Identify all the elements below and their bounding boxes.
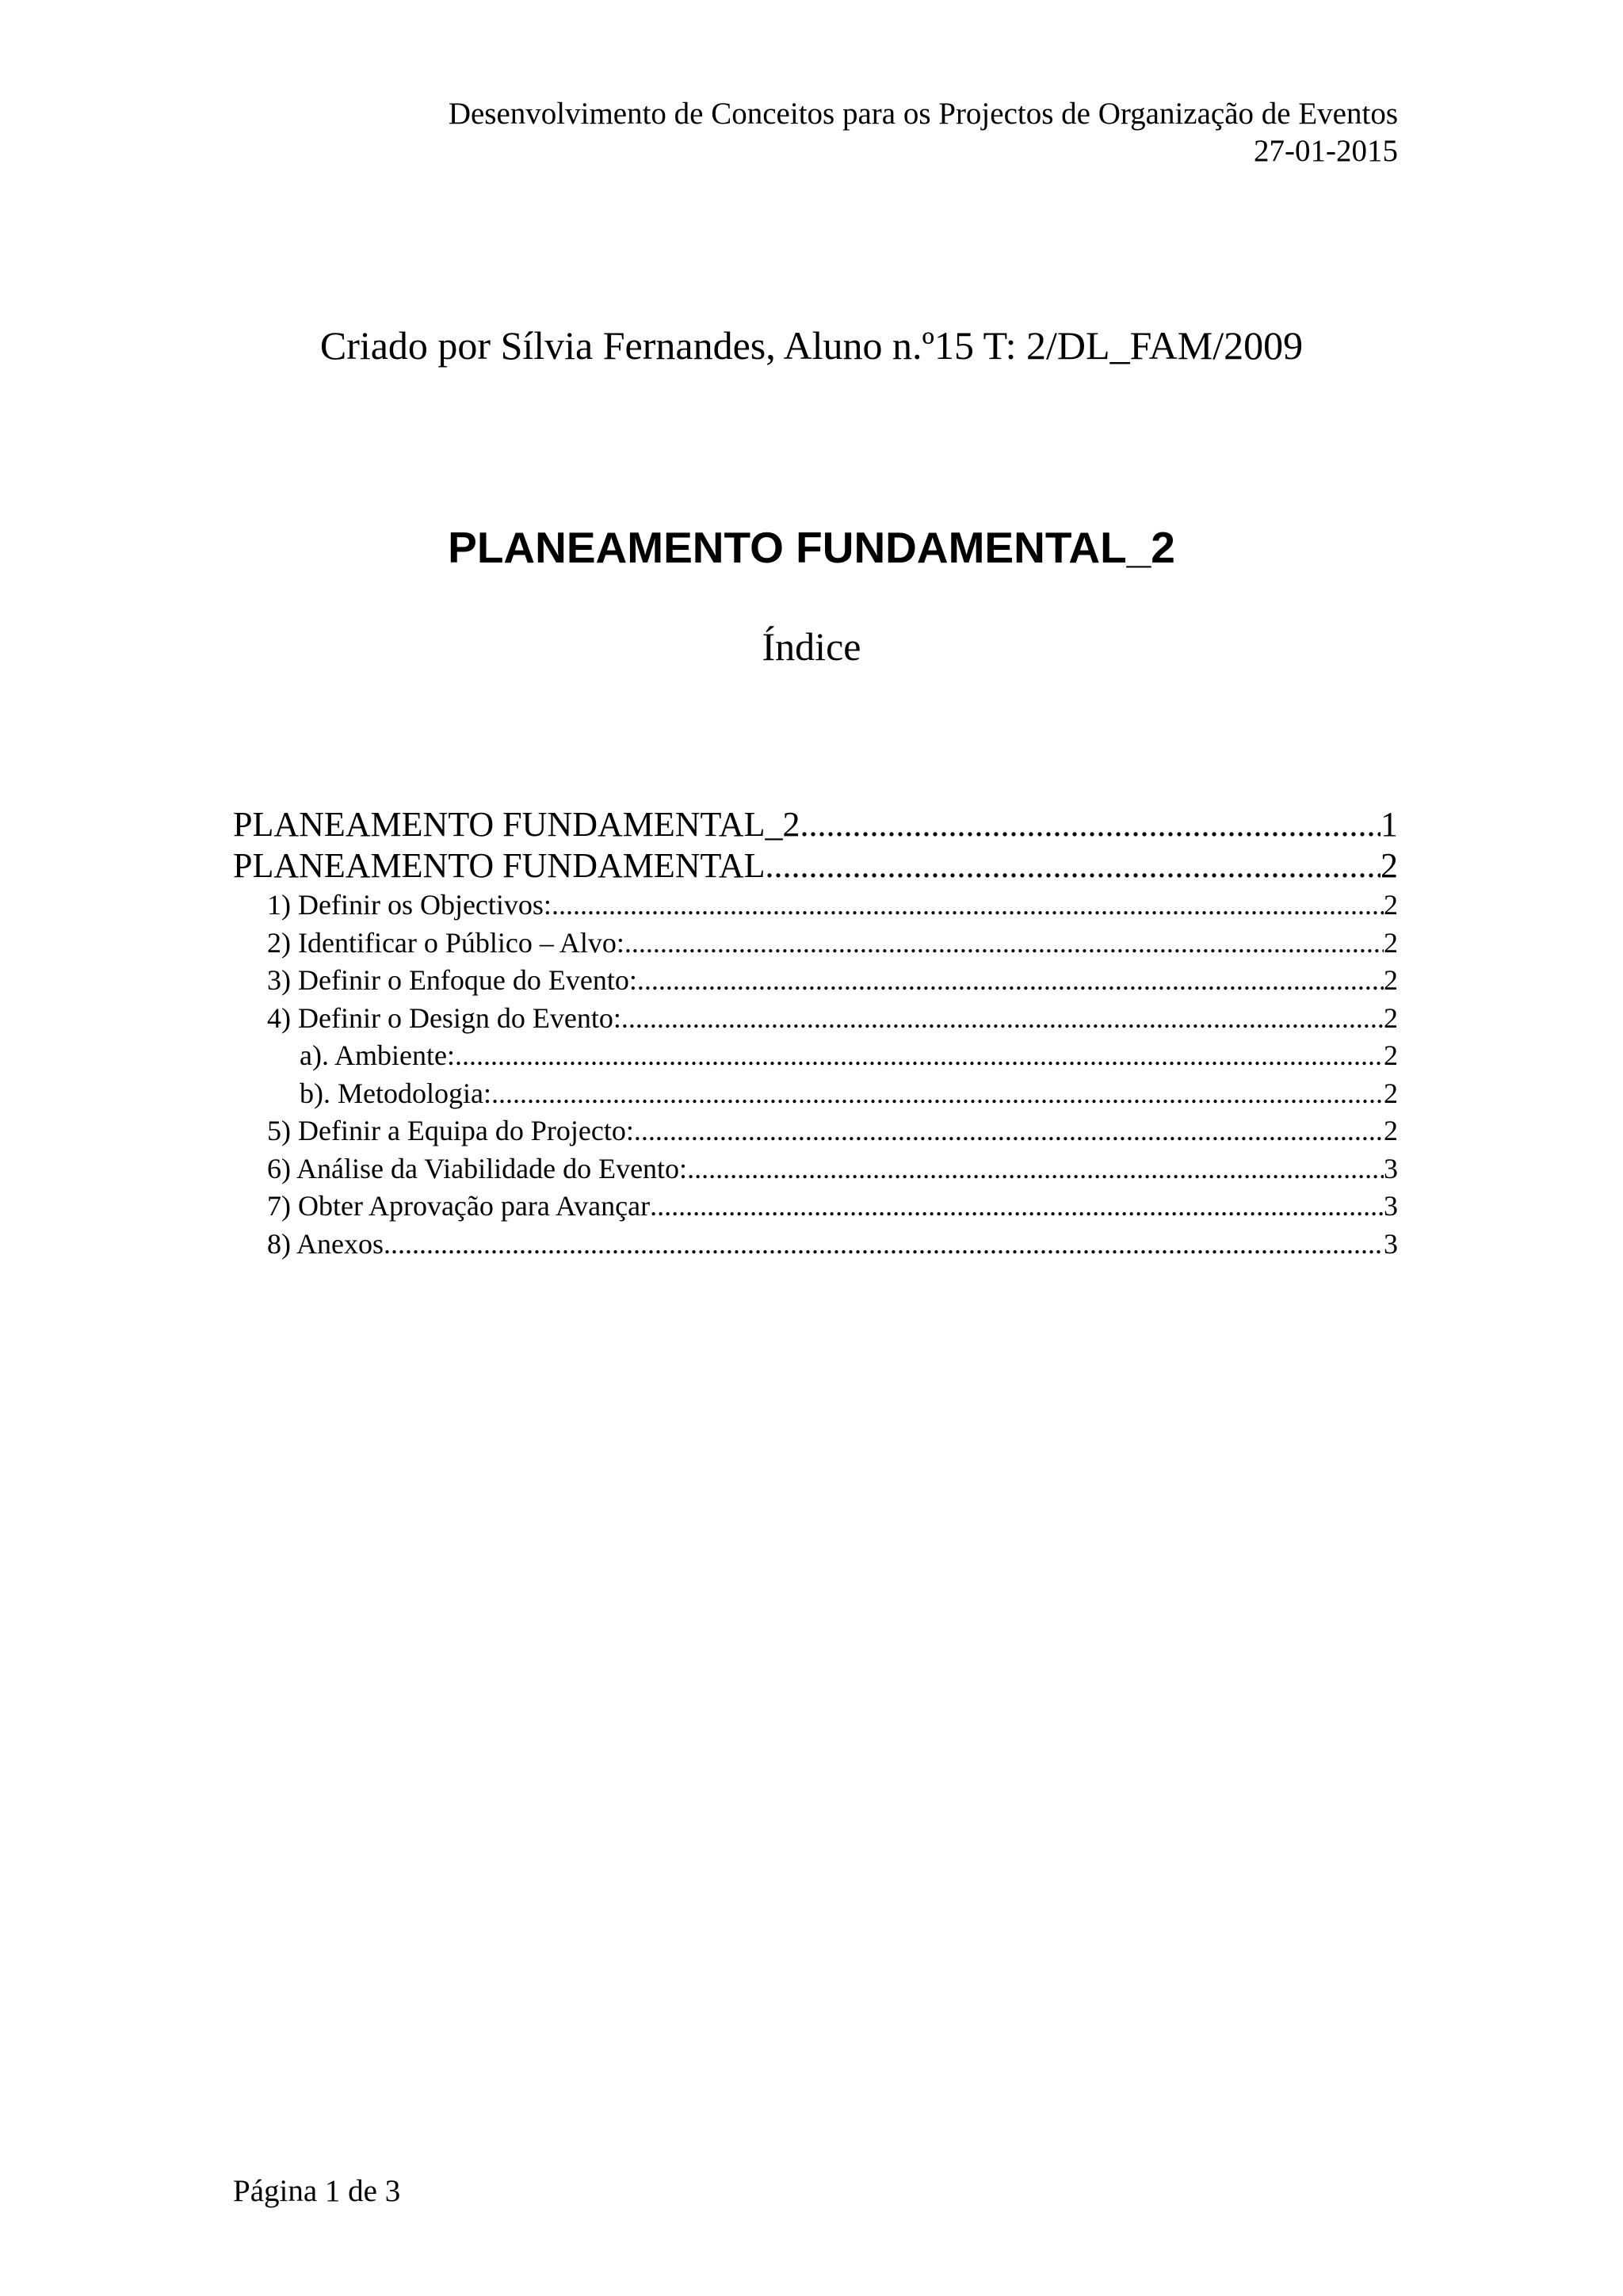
page-header	[449, 95, 1398, 170]
toc-entry[interactable]	[233, 925, 1398, 963]
toc-entry-label: 4) Definir o Design do Evento:	[267, 1001, 621, 1034]
toc-entry[interactable]	[233, 1226, 1398, 1264]
toc-entry-label: 2) Identificar o Público – Alvo:	[267, 926, 624, 959]
table-of-contents	[233, 804, 1398, 1263]
toc-entry-page: 3	[1384, 1152, 1398, 1184]
document-title: PLANEAMENTO FUNDAMENTAL_2	[448, 523, 1175, 572]
toc-dot-leader	[552, 887, 1384, 925]
toc-entry-page: 2	[1384, 926, 1398, 959]
toc-entry-label: PLANEAMENTO FUNDAMENTAL	[233, 846, 766, 885]
toc-entry-page: 2	[1384, 889, 1398, 921]
toc-dot-leader	[621, 1000, 1384, 1038]
page-footer: Página 1 de 3	[233, 2174, 401, 2208]
toc-dot-leader	[624, 925, 1384, 963]
toc-entry-page: 2	[1384, 1115, 1398, 1146]
index-heading: Índice	[762, 624, 861, 669]
toc-entry-page: 3	[1384, 1227, 1398, 1260]
toc-entry[interactable]	[233, 804, 1398, 845]
toc-entry[interactable]	[233, 962, 1398, 1000]
toc-dot-leader	[650, 1188, 1384, 1226]
toc-entry-label: 8) Anexos	[267, 1227, 384, 1260]
toc-dot-leader	[637, 962, 1384, 1000]
toc-entry-page: 2	[1384, 964, 1398, 996]
toc-entry[interactable]	[233, 845, 1398, 887]
toc-entry-page: 1	[1381, 805, 1398, 844]
author-line: Criado por Sílvia Fernandes, Aluno n.º15 T: 2/DL_FAM/2009	[319, 323, 1304, 368]
toc-dot-leader	[384, 1226, 1384, 1264]
toc-entry-label: 1) Definir os Objectivos:	[267, 889, 552, 921]
toc-entry-page: 3	[1384, 1190, 1398, 1222]
toc-dot-leader	[766, 845, 1381, 887]
toc-entry-label: 7) Obter Aprovação para Avançar	[267, 1190, 651, 1222]
toc-entry-label: 6) Análise da Viabilidade do Evento:	[267, 1152, 688, 1184]
toc-entry-label: a). Ambiente:	[300, 1039, 455, 1071]
toc-entry-page: 2	[1384, 1039, 1398, 1071]
toc-entry-label: PLANEAMENTO FUNDAMENTAL_2	[233, 805, 800, 844]
toc-dot-leader	[491, 1075, 1384, 1113]
toc-dot-leader	[634, 1112, 1384, 1150]
toc-dot-leader	[687, 1150, 1384, 1188]
toc-entry-page: 2	[1381, 846, 1398, 885]
toc-dot-leader	[800, 804, 1381, 845]
toc-entry-page: 2	[1384, 1001, 1398, 1034]
toc-entry[interactable]	[233, 1150, 1398, 1188]
toc-entry[interactable]	[233, 887, 1398, 925]
toc-dot-leader	[455, 1037, 1384, 1075]
header-document-title: Desenvolvimento de Conceitos para os Projectos de Organização de Eventos	[448, 97, 1398, 131]
toc-entry-page: 2	[1384, 1077, 1398, 1109]
header-date: 27-01-2015	[1254, 134, 1398, 168]
toc-entry-label: 5) Definir a Equipa do Projecto:	[267, 1115, 634, 1146]
toc-entry[interactable]	[233, 1075, 1398, 1113]
toc-entry[interactable]	[233, 1000, 1398, 1038]
toc-entry[interactable]	[233, 1037, 1398, 1075]
toc-entry[interactable]	[233, 1188, 1398, 1226]
toc-entry-label: b). Metodologia:	[300, 1077, 491, 1109]
toc-entry[interactable]	[233, 1112, 1398, 1150]
toc-entry-label: 3) Definir o Enfoque do Evento:	[267, 964, 637, 996]
